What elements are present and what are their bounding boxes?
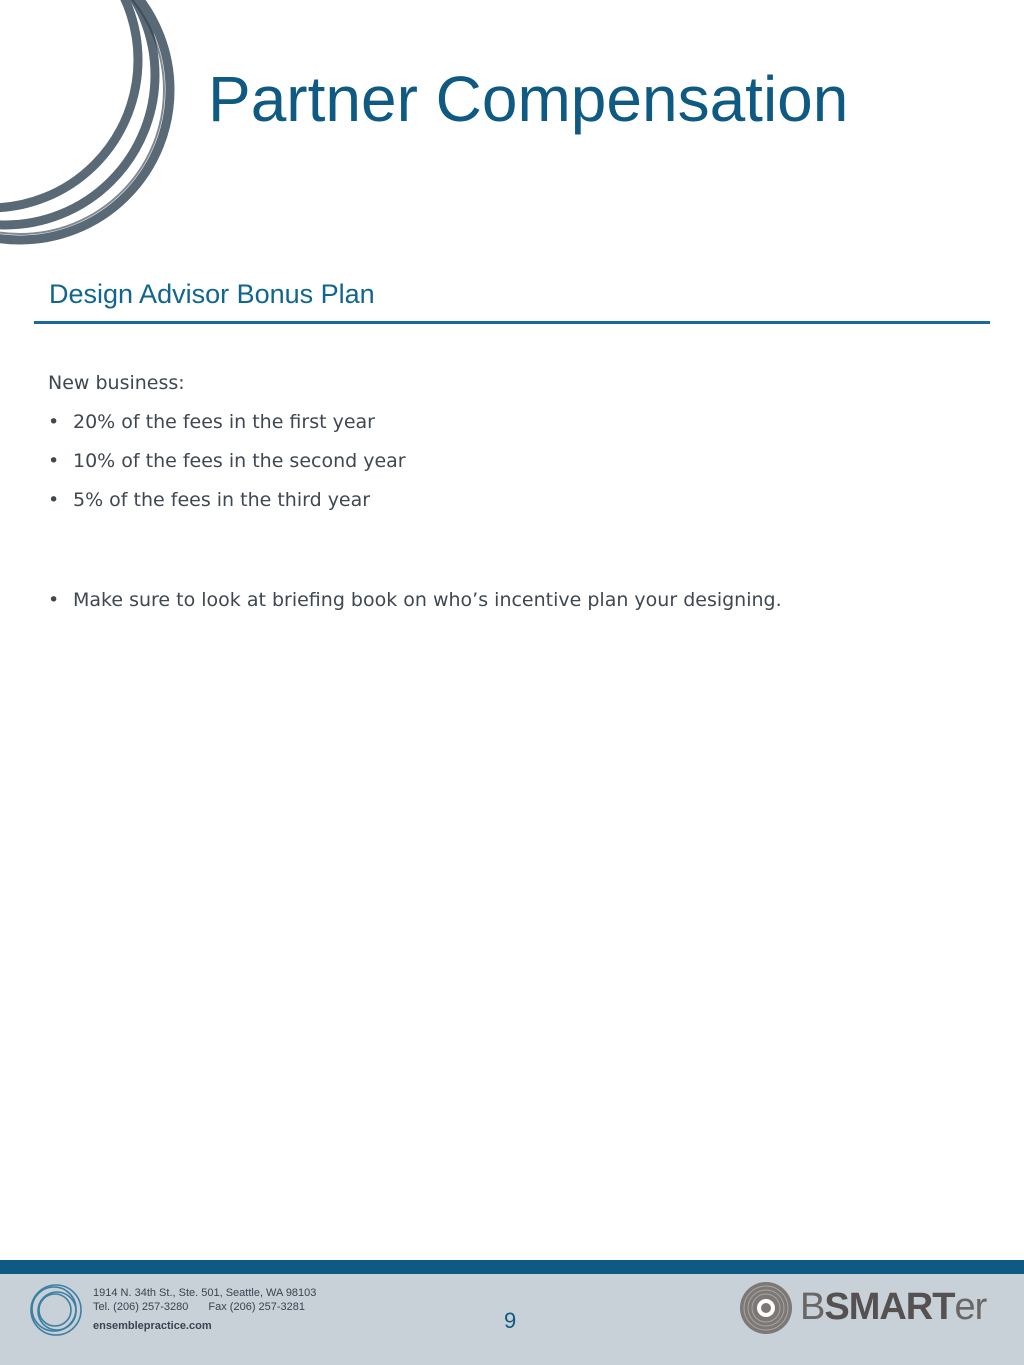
section-divider: [34, 321, 990, 324]
footer-stripe: [0, 1260, 1024, 1274]
section-subtitle: Design Advisor Bonus Plan: [49, 279, 375, 309]
tel-text: Tel. (206) 257-3280: [93, 1301, 189, 1313]
bullet-icon: •: [48, 450, 60, 472]
slide-body: [48, 372, 948, 628]
brand-wordmark: [800, 1286, 986, 1329]
note-bullet-list: [48, 589, 948, 612]
intro-text: New business:: [48, 372, 185, 394]
bullet-text: Make sure to look at briefing book on who’s incentive plan your designing.: [73, 589, 782, 611]
bullet-text: 5% of the fees in the third year: [73, 489, 371, 511]
list-item: [48, 411, 948, 434]
footer-address: [93, 1286, 316, 1314]
bullet-icon: •: [48, 489, 60, 511]
footer: [0, 1274, 1024, 1365]
address-line: 1914 N. 34th St., Ste. 501, Seattle, WA 98103: [93, 1287, 317, 1299]
page-title: Partner Compensation: [208, 63, 849, 135]
bsmarter-spiral-logo-icon: [738, 1280, 794, 1336]
brand-prefix: B: [800, 1286, 825, 1328]
bullet-icon: •: [48, 589, 60, 611]
ensemble-ring-logo-icon: [28, 1282, 84, 1338]
brand-suffix: er: [954, 1286, 987, 1328]
list-item: [48, 589, 948, 612]
brand-bold: SMART: [824, 1286, 955, 1328]
phone-line: [93, 1300, 316, 1314]
fax-text: Fax (206) 257-3281: [208, 1301, 306, 1313]
website-link[interactable]: ensemblepractice.com: [93, 1320, 212, 1332]
concentric-rings-icon: [0, 0, 190, 260]
bullet-text: 10% of the fees in the second year: [73, 450, 406, 472]
bullet-icon: •: [48, 411, 60, 433]
page-number: 9: [504, 1308, 517, 1333]
fee-bullet-list: [48, 411, 948, 512]
list-item: [48, 450, 948, 473]
bullet-text: 20% of the fees in the first year: [73, 411, 375, 433]
list-item: [48, 489, 948, 512]
